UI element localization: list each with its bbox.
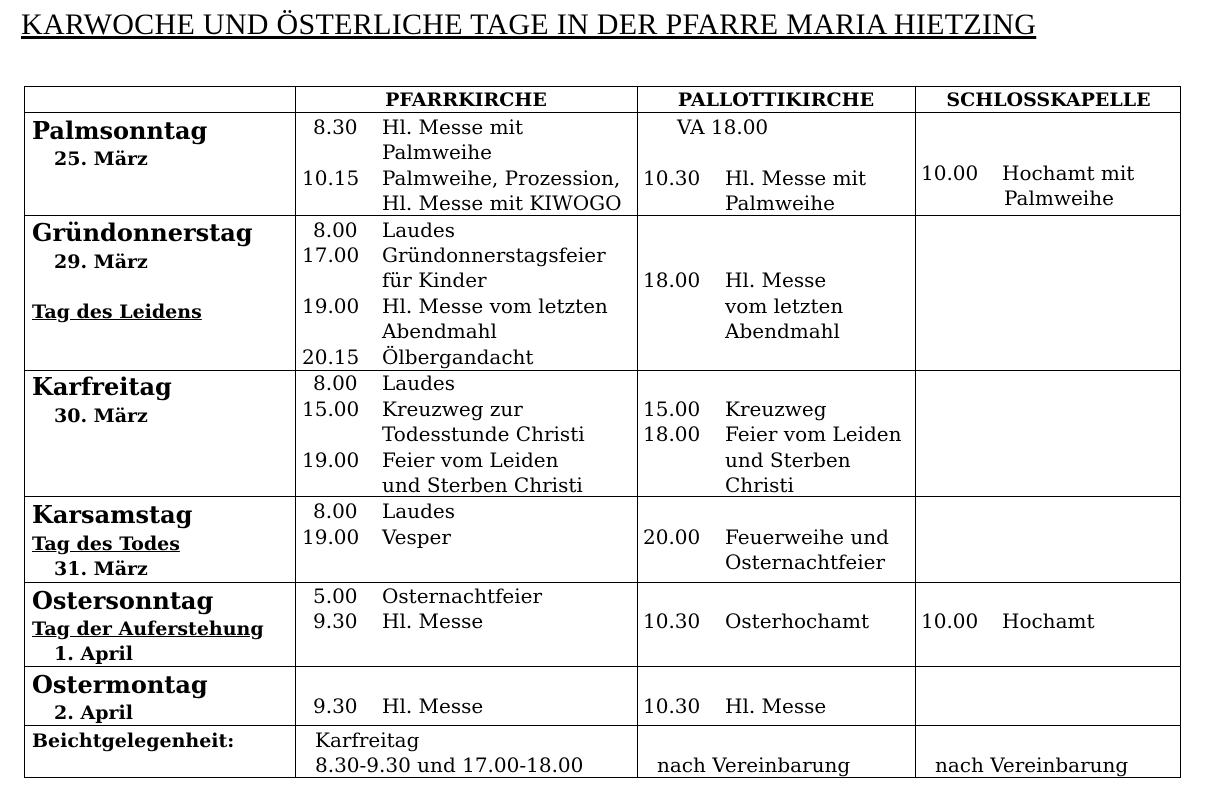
day-date: 25. März (54, 148, 148, 170)
day-date: 31. März (54, 558, 148, 580)
time: 18.00 (643, 422, 701, 446)
day-date: 1. April (54, 643, 133, 665)
event-text: Hochamt (1002, 609, 1095, 633)
row-divider (25, 112, 1180, 113)
event-text: vom letzten (725, 294, 844, 318)
time: 8.00 (313, 218, 358, 242)
event-text: Feuerweihe und (725, 525, 889, 549)
event-text: Hochamt mit (1002, 161, 1135, 185)
time: 19.00 (302, 448, 360, 472)
column-divider (295, 87, 296, 777)
time: 10.30 (643, 694, 701, 718)
event-text: Laudes (382, 499, 455, 523)
event-text: Hl. Messe (725, 268, 827, 292)
event-text: Gründonnerstagsfeier (382, 243, 606, 267)
event-text: für Kinder (382, 268, 487, 292)
day-date: 29. März (54, 251, 148, 273)
event-text: Hl. Messe mit (725, 166, 866, 190)
event-text: Hl. Messe (725, 694, 827, 718)
event-text: Laudes (382, 371, 455, 395)
day-name: Ostermontag (32, 670, 208, 699)
time: 20.15 (302, 345, 360, 369)
time: 10.30 (643, 609, 701, 633)
event-text: Todesstunde Christi (382, 422, 585, 446)
day-name: Palmsonntag (32, 116, 208, 145)
event-text: und Sterben (725, 448, 851, 472)
event-text: Hl. Messe mit KIWOGO (382, 191, 622, 215)
event-text: Hl. Messe vom letzten (382, 294, 608, 318)
beichte-pfarr: 8.30-9.30 und 17.00-18.00 (315, 753, 584, 777)
day-name: Ostersonntag (32, 586, 214, 615)
event-text: Vesper (382, 525, 451, 549)
event-text: Abendmahl (725, 319, 840, 343)
day-date: 30. März (54, 405, 148, 427)
time: 15.00 (643, 397, 701, 421)
event-text: Palmweihe (382, 140, 492, 164)
day-name: Karfreitag (32, 372, 172, 401)
time: 19.00 (302, 294, 360, 318)
header-schlosskapelle: SCHLOSSKAPELLE (946, 89, 1151, 111)
time: 8.30 (313, 115, 358, 139)
event-text: Hl. Messe (382, 609, 484, 633)
time: 5.00 (313, 584, 358, 608)
beichte-schloss: nach Vereinbarung (935, 753, 1129, 777)
day-date: 2. April (54, 702, 133, 724)
row-divider (25, 496, 1180, 497)
day-subtitle: Tag der Auferstehung (32, 618, 264, 640)
event-text: Palmweihe (725, 191, 835, 215)
time: 15.00 (302, 397, 360, 421)
day-name: Gründonnerstag (32, 218, 253, 247)
event-text: Osternachtfeier (382, 584, 543, 608)
event-text: Feier vom Leiden (382, 448, 559, 472)
event-text: Ölbergandacht (382, 345, 534, 369)
row-divider (25, 370, 1180, 371)
event-text: Osternachtfeier (725, 550, 886, 574)
time: 8.00 (313, 499, 358, 523)
event-text: und Sterben Christi (382, 473, 583, 497)
page-title: KARWOCHE UND ÖSTERLICHE TAGE IN DER PFARRE MARIA HIETZING (21, 8, 1037, 41)
event-text: Laudes (382, 218, 455, 242)
time: 10.00 (921, 609, 979, 633)
event-text: Kreuzweg (725, 397, 827, 421)
time: 20.00 (643, 525, 701, 549)
header-pallottikirche: PALLOTTIKIRCHE (677, 89, 875, 111)
event-text: Abendmahl (382, 319, 497, 343)
event-text: Kreuzweg zur (382, 397, 523, 421)
event-text: Feier vom Leiden (725, 422, 902, 446)
event-text: Hl. Messe (382, 694, 484, 718)
beichte-label: Beichtgelegenheit: (32, 730, 235, 752)
time: 10.15 (302, 166, 360, 190)
time: 9.30 (313, 609, 358, 633)
row-divider (25, 582, 1180, 583)
event-text: Hl. Messe mit (382, 115, 523, 139)
event-text: Palmweihe, Prozession, (382, 166, 621, 190)
time: 19.00 (302, 525, 360, 549)
column-divider (637, 87, 638, 777)
row-divider (25, 725, 1180, 726)
beichte-pfarr: Karfreitag (315, 728, 420, 752)
schedule-table (24, 86, 1181, 778)
time: 9.30 (313, 694, 358, 718)
event-text: Palmweihe (1004, 186, 1114, 210)
time: 10.00 (921, 161, 979, 185)
time: 8.00 (313, 371, 358, 395)
beichte-pallotti: nach Vereinbarung (657, 753, 851, 777)
vorabend-time: VA 18.00 (677, 115, 769, 139)
day-subtitle: Tag des Todes (32, 533, 180, 555)
event-text: Christi (725, 473, 794, 497)
day-name: Karsamstag (32, 500, 193, 529)
time: 18.00 (643, 268, 701, 292)
event-text: Osterhochamt (725, 609, 870, 633)
day-subtitle: Tag des Leidens (32, 301, 202, 323)
time: 17.00 (302, 243, 360, 267)
header-pfarrkirche: PFARRKIRCHE (385, 89, 547, 111)
row-divider (25, 666, 1180, 667)
column-divider (915, 87, 916, 777)
time: 10.30 (643, 166, 701, 190)
